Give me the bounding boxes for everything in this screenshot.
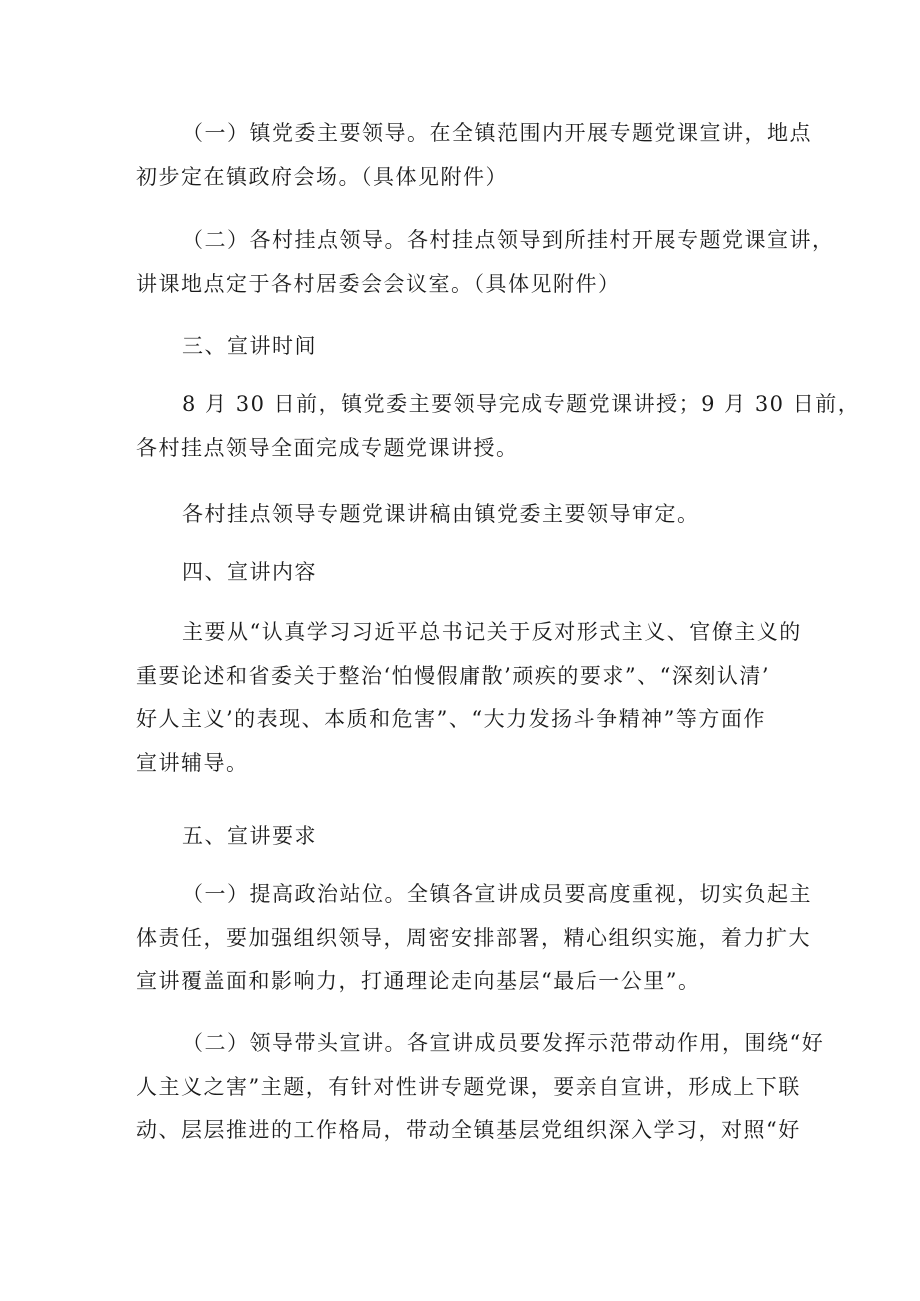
paragraph-line: 各村挂点领导专题党课讲稿由镇党委主要领导审定。 — [182, 502, 700, 526]
paragraph-line: 8 月 30 日前，镇党委主要领导完成专题党课讲授；9 月 30 日前， — [182, 392, 861, 416]
paragraph-line: 讲课地点定于各村居委会会议室。（具体见附件） — [136, 271, 621, 296]
paragraph-5 — [136, 611, 802, 785]
paragraph-7 — [136, 1022, 825, 1153]
paragraph-line: 重要论述和省委关于整治‘怕慢假庸散’顽疾的要求”、“深刻认清’ — [136, 663, 770, 688]
paragraph-1 — [136, 112, 812, 199]
paragraph-4 — [136, 493, 790, 537]
paragraph-line: （一）镇党委主要领导。在全镇范围内开展专题党课宣讲，地点 — [182, 121, 812, 145]
paragraph-3 — [136, 383, 861, 470]
section-heading-5: 五、宣讲要求 — [182, 824, 317, 848]
section-heading-4: 四、宣讲内容 — [182, 560, 317, 584]
paragraph-line: 体责任，要加强组织领导，周密安排部署，精心组织实施，着力扩大 — [136, 925, 811, 950]
section-heading-3: 三、宣讲时间 — [182, 334, 317, 358]
paragraph-line: 动、层层推进的工作格局，带动全镇基层党组织深入学习，对照“好 — [136, 1118, 801, 1142]
paragraph-line: （一）提高政治站位。全镇各宣讲成员要高度重视，切实负起主 — [182, 882, 812, 906]
paragraph-2 — [136, 219, 835, 306]
paragraph-line: （二）领导带头宣讲。各宣讲成员要发挥示范带动作用，围绕“好 — [182, 1031, 825, 1055]
paragraph-6 — [136, 873, 812, 1004]
paragraph-line: 宣讲辅导。 — [136, 750, 249, 775]
paragraph-line: 好人主义’的表现、本质和危害”、“大力发扬斗争精神”等方面作 — [136, 707, 766, 731]
paragraph-line: 主要从“认真学习习近平总书记关于反对形式主义、官僚主义的 — [182, 620, 802, 644]
paragraph-line: 宣讲覆盖面和影响力，打通理论走向基层“最后一公里”。 — [136, 969, 701, 993]
paragraph-line: 各村挂点领导全面完成专题党课讲授。 — [136, 435, 519, 460]
paragraph-line: 人主义之害”主题，有针对性讲专题党课，要亲自宣讲，形成上下联 — [136, 1074, 801, 1099]
paragraph-line: （二）各村挂点领导。各村挂点领导到所挂村开展专题党课宣讲， — [182, 228, 835, 252]
paragraph-line: 初步定在镇政府会场。（具体见附件） — [136, 164, 508, 189]
